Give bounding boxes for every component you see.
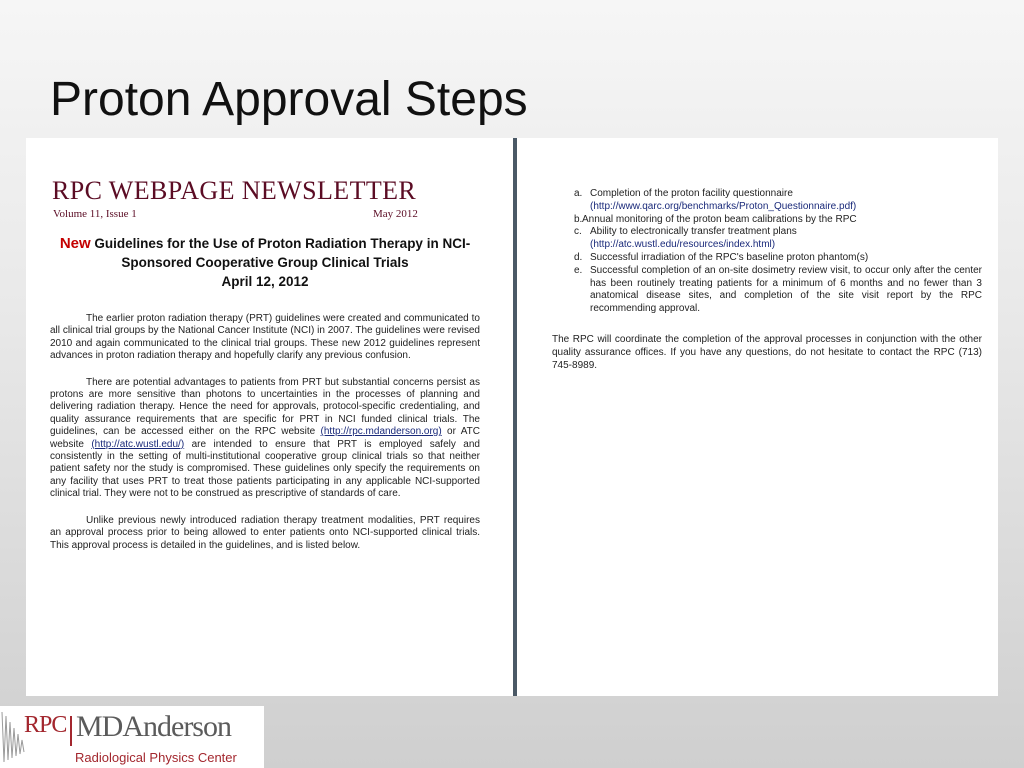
slide-title: Proton Approval Steps bbox=[50, 73, 528, 126]
article-headline bbox=[50, 234, 480, 291]
logo-subtitle: Radiological Physics Center bbox=[75, 750, 237, 765]
paragraph-2-part-a: There are potential advantages to patients from PRT but substantial concerns persist as protons are more sensitive than photons to uncertainties in the processes of planning and delivering radiation therapy. Hence the need for approvals, protocol-specific credentialing, and quality assurance requirements that are specific for PRT in NCI funded clinical trials. The guidelines, can be accessed either on the RPC website bbox=[50, 376, 480, 438]
step-text: Successful irradiation of the RPC's baseline proton phantom(s) bbox=[590, 251, 869, 263]
issue-date: May 2012 bbox=[373, 208, 418, 220]
headline-date: April 12, 2012 bbox=[221, 274, 309, 289]
step-letter: d. bbox=[574, 251, 583, 263]
step-letter: a. bbox=[574, 188, 583, 199]
list-item bbox=[552, 188, 982, 214]
mdanderson-rpc-logo bbox=[0, 706, 264, 768]
list-item bbox=[552, 226, 982, 252]
step-text: Completion of the proton facility questionnaire bbox=[590, 188, 793, 199]
questionnaire-link[interactable]: (http://www.qarc.org/benchmarks/Proton_Questionnaire.pdf) bbox=[590, 200, 857, 212]
step-text: Ability to electronically transfer treatment plans bbox=[590, 226, 797, 238]
page-divider bbox=[513, 138, 517, 696]
atc-website-link[interactable]: (http://atc.wustl.edu/) bbox=[91, 438, 185, 450]
paragraph-3: Unlike previous newly introduced radiation therapy treatment modalities, PRT requires an approval process prior to being allowed to enter patients onto NCI-supported clinical trials. This approval process is detailed in the guidelines, and is listed below. bbox=[50, 514, 480, 551]
list-item bbox=[552, 214, 982, 227]
logo-separator bbox=[70, 716, 72, 746]
newsletter-right-page bbox=[552, 188, 982, 372]
newsletter-masthead: RPC WEBPAGE NEWSLETTER bbox=[52, 176, 417, 205]
step-letter: b. bbox=[574, 213, 583, 225]
step-text: Successful completion of an on-site dosimetry review visit, to occur only after the center has been routinely treating patients for a minimum of 6 months and no fewer than 3 anatomical disease sites, and completion of the site visit report by the RPC recommending approval. bbox=[590, 264, 982, 315]
step-letter: c. bbox=[574, 226, 582, 238]
rpc-website-link[interactable]: (http://rpc.mdanderson.org) bbox=[320, 426, 442, 438]
issue-volume: Volume 11, Issue 1 bbox=[53, 208, 137, 220]
headline-text: Guidelines for the Use of Proton Radiation Therapy in NCI-Sponsored Cooperative Group Clinical Trials bbox=[90, 236, 471, 270]
list-item bbox=[552, 265, 982, 316]
step-text: Annual monitoring of the proton beam calibrations by the RPC bbox=[582, 213, 857, 225]
paragraph-2-part-c: are intended to ensure that PRT is employed safely and consistently in the setting of multi-institutional cooperative group clinical trials so that neither patient safety nor the study is compromised. These guidelines only specify the requirements on any facility that uses PRT to treat those patients participating in any applicable NCI-supported clinical trial. They were not to be construed as prescriptive of standards of care. bbox=[50, 438, 480, 500]
closing-paragraph: The RPC will coordinate the completion of the approval processes in conjunction with the other quality assurance offices. If you have any questions, do not hesitate to contact the RPC (713) 745-8989. bbox=[552, 333, 982, 371]
logo-rpc-text: RPC bbox=[24, 712, 67, 738]
approval-steps-list bbox=[552, 188, 982, 316]
newsletter-left-page bbox=[50, 176, 480, 552]
issue-line bbox=[53, 208, 480, 221]
step-letter: e. bbox=[574, 264, 583, 276]
new-badge: New bbox=[59, 235, 91, 252]
paragraph-2-part-b: or ATC website bbox=[50, 426, 481, 450]
paragraph-2 bbox=[50, 377, 480, 501]
logo-mdanderson-text: MDAnderson bbox=[76, 710, 231, 743]
list-item bbox=[552, 252, 982, 265]
newsletter-document bbox=[26, 138, 998, 696]
atc-resources-link[interactable]: (http://atc.wustl.edu/resources/index.html) bbox=[590, 239, 776, 251]
paragraph-1: The earlier proton radiation therapy (PRT) guidelines were created and communicated to all clinical trial groups by the National Cancer Institute (NCI) in 2007. The guidelines were revised 2010 and again communicated to the clinical trial groups. These new 2012 guidelines represent advances in proton radiation therapy and hopefully clarify any previous confusion. bbox=[50, 313, 480, 362]
